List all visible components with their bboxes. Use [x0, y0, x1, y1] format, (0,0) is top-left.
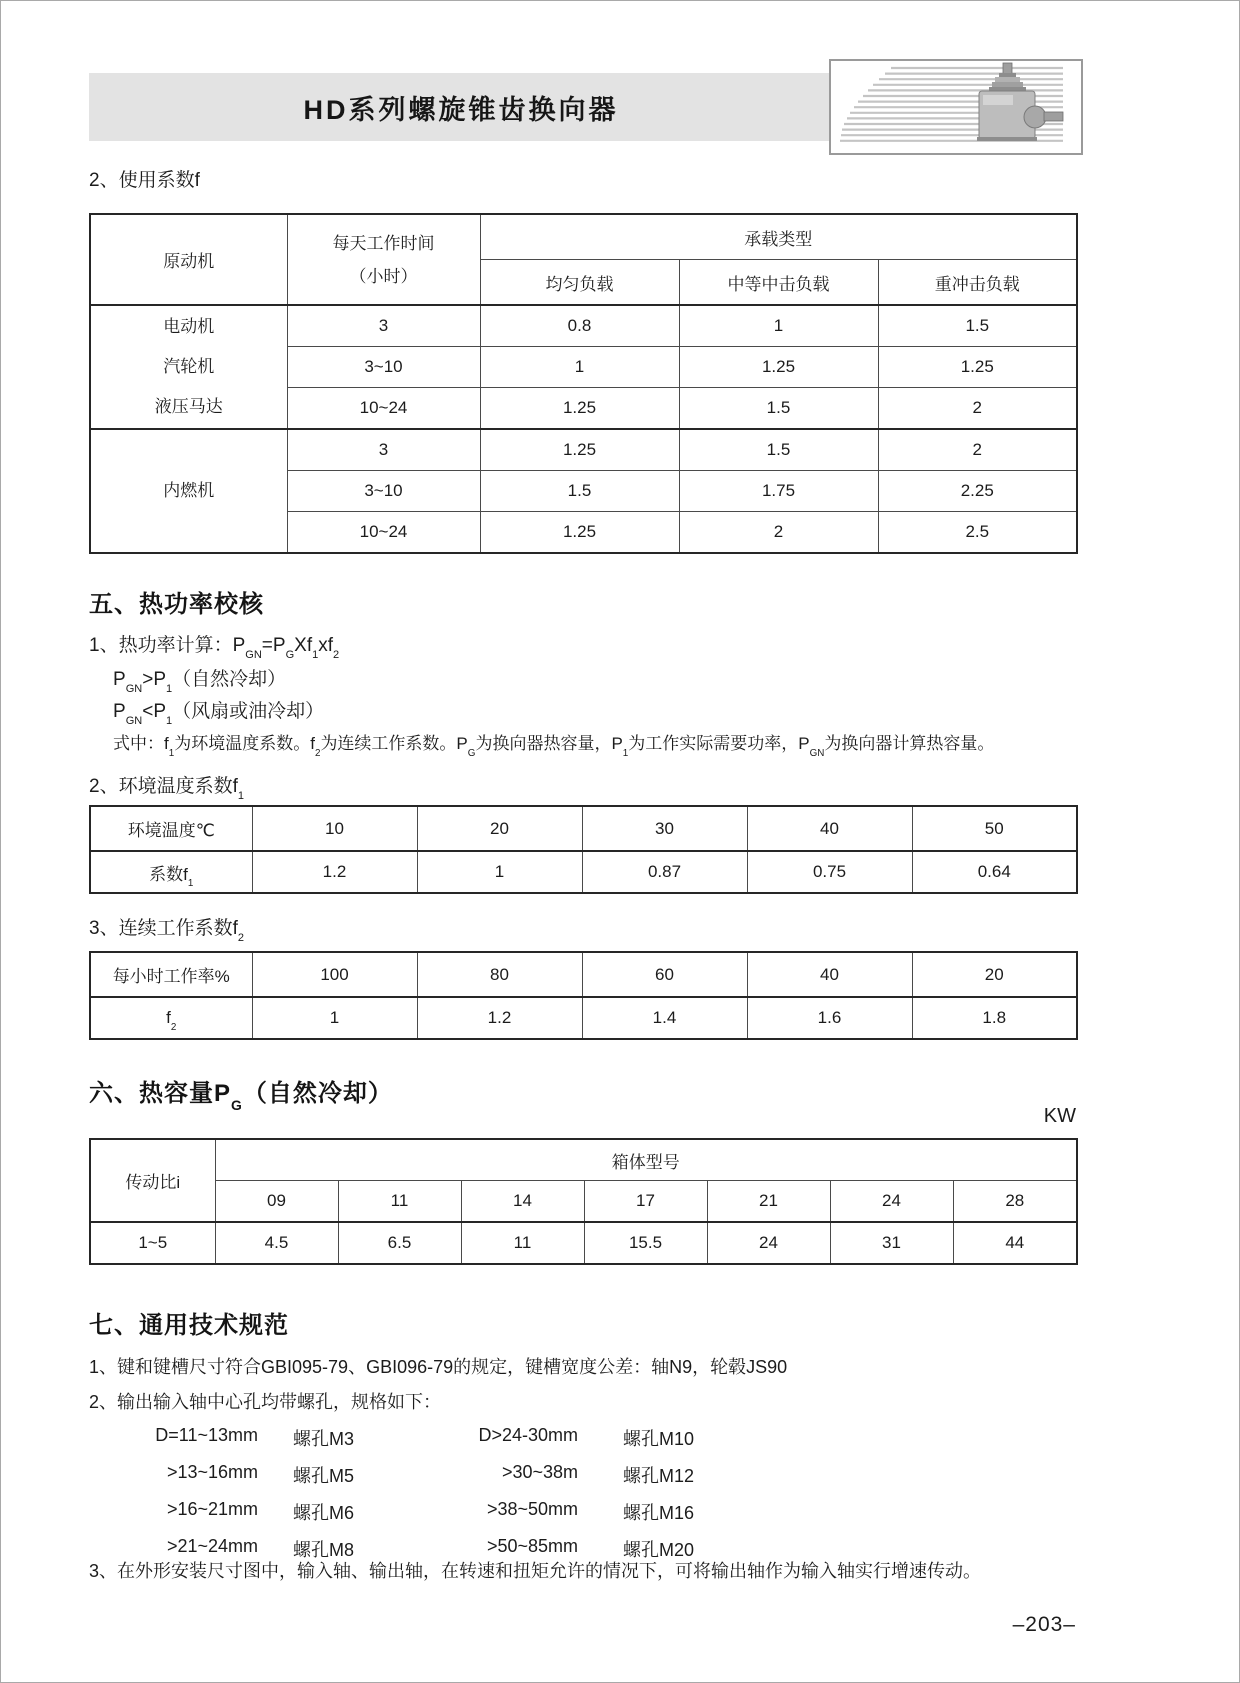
thread-hole-size: 螺孔M10: [623, 1429, 695, 1449]
table-row: [90, 1222, 1077, 1264]
daily-hours-line2: （小时）: [349, 266, 418, 286]
table-cell: 20: [912, 952, 1077, 997]
table-cell: 44: [953, 1222, 1077, 1264]
prime-mover-header-cell: 原动机: [90, 214, 287, 305]
model-header-cell: 28: [953, 1181, 1077, 1223]
shaft-diameter-range: >50~85mm: [486, 1536, 578, 1556]
table-cell: 3: [287, 305, 480, 347]
table-cell: 4.5: [215, 1222, 338, 1264]
table-cell: 3~10: [287, 471, 480, 512]
table-row: [90, 806, 1077, 851]
table-cell: 31: [830, 1222, 953, 1264]
table-row: [90, 1181, 1077, 1223]
unit-label: KW: [1043, 1105, 1076, 1127]
shaft-diameter-range: >21~24mm: [166, 1536, 258, 1556]
thermal-natural-cooling-line: $P_{GN}>P_1$（自然冷却）: [113, 669, 287, 696]
table-cell: 1.5: [679, 429, 878, 471]
thread-hole-size: 螺孔M8: [293, 1540, 355, 1560]
table-row: [90, 214, 1077, 260]
thermal-note-line: 式中：$f_1$为环境温度系数。$f_2$为连续工作系数。$P_G$为换向器热容量，$P_1$为工作实际需要功率，$P_{GN}$为换向器计算热容量。: [113, 734, 995, 759]
f1-section-heading: 2、环境温度系数$f_1$: [89, 776, 244, 803]
load-col-header-cell: 均匀负载: [480, 260, 679, 306]
thread-hole-size: 螺孔M3: [293, 1429, 355, 1449]
table-cell: 0.64: [912, 851, 1077, 893]
capacity-section-heading: 六、热容量$P_G$（自然冷却）: [89, 1080, 393, 1113]
group-label-line: 电动机: [163, 317, 215, 336]
motor-group-label-cell: [90, 305, 287, 429]
table-cell: 3: [287, 429, 480, 471]
model-header-cell: 17: [584, 1181, 707, 1223]
row-label-cell: $f_2$: [90, 997, 252, 1039]
group-label-line: 内燃机: [163, 481, 215, 500]
page-title: HD系列螺旋锥齿换向器: [303, 94, 619, 125]
table-cell: 1: [480, 347, 679, 388]
table-cell: 24: [707, 1222, 830, 1264]
thread-hole-size: 螺孔M20: [623, 1540, 695, 1560]
shaft-diameter-range: D=11~13mm: [155, 1425, 258, 1445]
thermal-calc-formula: 1、热功率计算：$P_{GN}=P_GXf_1xf_2$: [89, 635, 340, 662]
load-col-header-cell: 重冲击负载: [878, 260, 1077, 306]
group-label-line: 汽轮机: [163, 357, 215, 376]
shaft-diameter-range: D>24-30mm: [478, 1425, 578, 1445]
model-header-cell: 21: [707, 1181, 830, 1223]
spec-item-2: 2、输出输入轴中心孔均带螺孔，规格如下：: [89, 1392, 442, 1412]
group-label-line: 液压马达: [154, 397, 223, 416]
thread-spec-list: [113, 1425, 778, 1562]
table-row: [90, 851, 1077, 893]
table-cell: 2: [679, 512, 878, 554]
row-label-cell: 每小时工作率%: [90, 952, 252, 997]
model-header-cell: 24: [830, 1181, 953, 1223]
table-cell: 1: [679, 305, 878, 347]
usage-section-heading: 2、使用系数f: [89, 170, 200, 191]
table-cell: 1.8: [912, 997, 1077, 1039]
table-cell: 1.25: [878, 347, 1077, 388]
table-cell: 1.75: [679, 471, 878, 512]
daily-hours-header-cell: [287, 214, 480, 305]
table-cell: 1.25: [480, 388, 679, 430]
table-cell: 1: [417, 851, 582, 893]
table-cell: 2: [878, 429, 1077, 471]
model-header-cell: 11: [338, 1181, 461, 1223]
table-cell: 0.75: [747, 851, 912, 893]
spec-item-3: 3、在外形安装尺寸图中，输入轴、输出轴，在转速和扭矩允许的情况下，可将输出轴作为输入轴实行增速传动。: [89, 1561, 982, 1581]
box-model-header-cell: 箱体型号: [215, 1139, 1077, 1181]
thread-hole-size: 螺孔M5: [293, 1466, 355, 1486]
thread-hole-size: 螺孔M6: [293, 1503, 355, 1523]
ratio-header-cell: 传动比i: [90, 1139, 215, 1222]
spec-item-1: 1、键和键槽尺寸符合GBI095-79、GBI096-79的规定，键槽宽度公差：轴N9，轮毂JS90: [89, 1357, 788, 1377]
model-header-cell: 14: [461, 1181, 584, 1223]
thermal-capacity-table: [89, 1138, 1078, 1265]
table-row: [90, 952, 1077, 997]
table-cell: 30: [582, 806, 747, 851]
table-cell: 1.4: [582, 997, 747, 1039]
table-cell: 80: [417, 952, 582, 997]
table-cell: 1.25: [679, 347, 878, 388]
daily-hours-line1: 每天工作时间: [332, 233, 435, 253]
usage-factor-table: [89, 213, 1078, 554]
thermal-fan-cooling-line: $P_{GN}<P_1$（风扇或油冷却）: [113, 701, 325, 728]
shaft-diameter-range: >16~21mm: [166, 1499, 258, 1519]
table-cell: 0.87: [582, 851, 747, 893]
thermal-section-heading: 五、热功率校核: [89, 591, 264, 618]
load-col-header-cell: 中等中击负载: [679, 260, 878, 306]
table-cell: 1.5: [679, 388, 878, 430]
table-cell: 1.2: [417, 997, 582, 1039]
table-cell: 1.5: [480, 471, 679, 512]
table-cell: 1.25: [480, 512, 679, 554]
table-cell: 10~24: [287, 512, 480, 554]
table-cell: 15.5: [584, 1222, 707, 1264]
header-graphic: [829, 59, 1083, 155]
table-cell: 1.6: [747, 997, 912, 1039]
page-number: –203–: [1012, 1613, 1076, 1636]
thread-hole-size: 螺孔M12: [623, 1466, 695, 1486]
f2-coefficient-table: [89, 951, 1078, 1040]
f2-section-heading: 3、连续工作系数$f_2$: [89, 918, 244, 945]
gearbox-photo: [963, 61, 1073, 149]
table-row: [90, 997, 1077, 1039]
table-row: [90, 429, 1077, 471]
combustion-group-label-cell: [90, 429, 287, 553]
shaft-diameter-range: >30~38m: [501, 1462, 578, 1482]
table-cell: 1.25: [480, 429, 679, 471]
table-cell: 3~10: [287, 347, 480, 388]
row-label-cell: 1~5: [90, 1222, 215, 1264]
table-row: [90, 305, 1077, 347]
f1-coefficient-table: [89, 805, 1078, 894]
table-cell: 50: [912, 806, 1077, 851]
table-cell: 2.25: [878, 471, 1077, 512]
table-cell: 40: [747, 952, 912, 997]
thread-hole-size: 螺孔M16: [623, 1503, 695, 1523]
row-label-cell: 环境温度℃: [90, 806, 252, 851]
table-cell: 11: [461, 1222, 584, 1264]
table-cell: 0.8: [480, 305, 679, 347]
table-cell: 10: [252, 806, 417, 851]
header-banner: [89, 73, 833, 141]
model-header-cell: 09: [215, 1181, 338, 1223]
table-cell: 2.5: [878, 512, 1077, 554]
table-cell: 1.5: [878, 305, 1077, 347]
table-row: [90, 1139, 1077, 1181]
shaft-diameter-range: >13~16mm: [166, 1462, 258, 1482]
table-cell: 20: [417, 806, 582, 851]
table-cell: 40: [747, 806, 912, 851]
shaft-diameter-range: >38~50mm: [486, 1499, 578, 1519]
table-cell: 2: [878, 388, 1077, 430]
load-type-header-cell: 承载类型: [480, 214, 1077, 260]
table-cell: 6.5: [338, 1222, 461, 1264]
table-cell: 60: [582, 952, 747, 997]
spec-section-heading: 七、通用技术规范: [89, 1312, 289, 1339]
table-cell: 10~24: [287, 388, 480, 430]
table-cell: 1: [252, 997, 417, 1039]
row-label-cell: 系数$f_1$: [90, 851, 252, 893]
table-cell: 1.2: [252, 851, 417, 893]
table-cell: 100: [252, 952, 417, 997]
